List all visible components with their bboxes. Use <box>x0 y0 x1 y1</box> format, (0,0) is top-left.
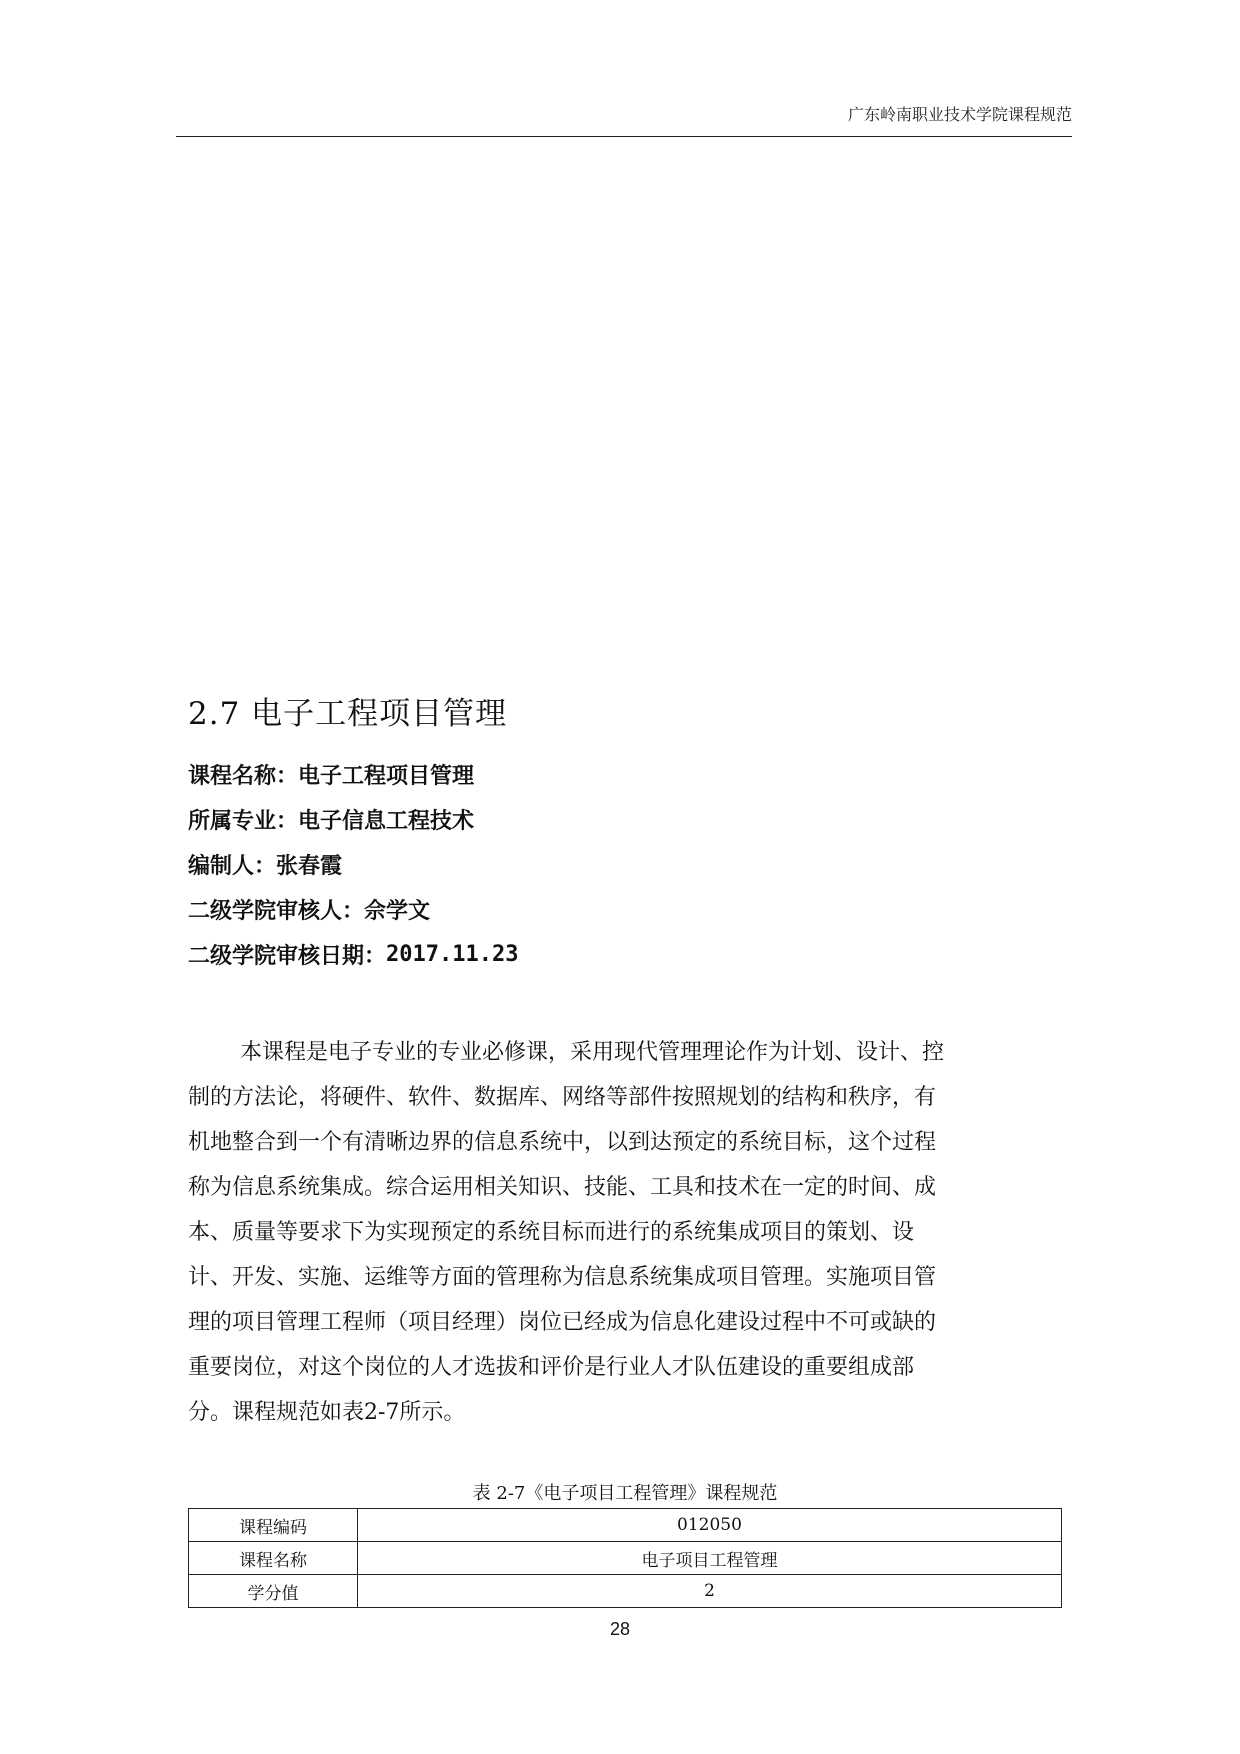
page-number: 28 <box>609 1619 631 1639</box>
table-cell-value: 电子项目工程管理 <box>358 1542 1062 1575</box>
meta-author <box>188 842 518 887</box>
course-spec-table <box>188 1508 1062 1608</box>
meta-value: 2017.11.23 <box>386 942 519 967</box>
meta-major <box>188 797 518 842</box>
paragraph-line: 计、开发、实施、运维等方面的管理称为信息系统集成项目管理。实施项目管 <box>188 1265 937 1290</box>
meta-value: 电子工程项目管理 <box>298 764 475 789</box>
paragraph-line: 本课程是电子专业的专业必修课，采用现代管理理论作为计划、设计、控 <box>240 1040 945 1065</box>
meta-label: 所属专业： <box>188 809 299 834</box>
table-cell-label: 课程编码 <box>189 1509 358 1542</box>
table-row <box>189 1542 1062 1575</box>
paragraph-line: 本、质量等要求下为实现预定的系统目标而进行的系统集成项目的策划、设 <box>188 1220 915 1245</box>
meta-label: 编制人： <box>188 854 277 879</box>
meta-reviewer <box>188 887 518 932</box>
meta-value: 张春霞 <box>276 854 343 879</box>
table-cell-value: 012050 <box>358 1509 1062 1542</box>
meta-value: 佘学文 <box>364 899 431 924</box>
paragraph-line: 重要岗位，对这个岗位的人才选拔和评价是行业人才队伍建设的重要组成部 <box>188 1355 915 1380</box>
table-caption: 表 2-7《电子项目工程管理》课程规范 <box>472 1483 778 1504</box>
table-cell-label: 学分值 <box>189 1575 358 1608</box>
meta-value: 电子信息工程技术 <box>298 809 475 834</box>
meta-review-date <box>188 932 518 977</box>
section-title: 2.7 电子工程项目管理 <box>188 696 508 732</box>
meta-course-name <box>188 752 518 797</box>
header-title: 广东岭南职业技术学院课程规范 <box>847 105 1072 124</box>
body-paragraph <box>188 1030 1050 1435</box>
table-cell-value: 2 <box>358 1575 1062 1608</box>
paragraph-line: 制的方法论，将硬件、软件、数据库、网络等部件按照规划的结构和秩序，有 <box>188 1085 937 1110</box>
page-header <box>176 96 1072 137</box>
meta-label: 二级学院审核日期： <box>188 944 387 969</box>
paragraph-line: 机地整合到一个有清晰边界的信息系统中，以到达预定的系统目标，这个过程 <box>188 1130 937 1155</box>
paragraph-line: 分。课程规范如表2-7所示。 <box>188 1400 466 1425</box>
meta-label: 二级学院审核人： <box>188 899 365 924</box>
meta-label: 课程名称： <box>188 764 299 789</box>
course-meta <box>188 752 518 977</box>
table-cell-label: 课程名称 <box>189 1542 358 1575</box>
paragraph-line: 理的项目管理工程师（项目经理）岗位已经成为信息化建设过程中不可或缺的 <box>188 1310 937 1335</box>
table-row <box>189 1509 1062 1542</box>
paragraph-line: 称为信息系统集成。综合运用相关知识、技能、工具和技术在一定的时间、成 <box>188 1175 937 1200</box>
table-row <box>189 1575 1062 1608</box>
